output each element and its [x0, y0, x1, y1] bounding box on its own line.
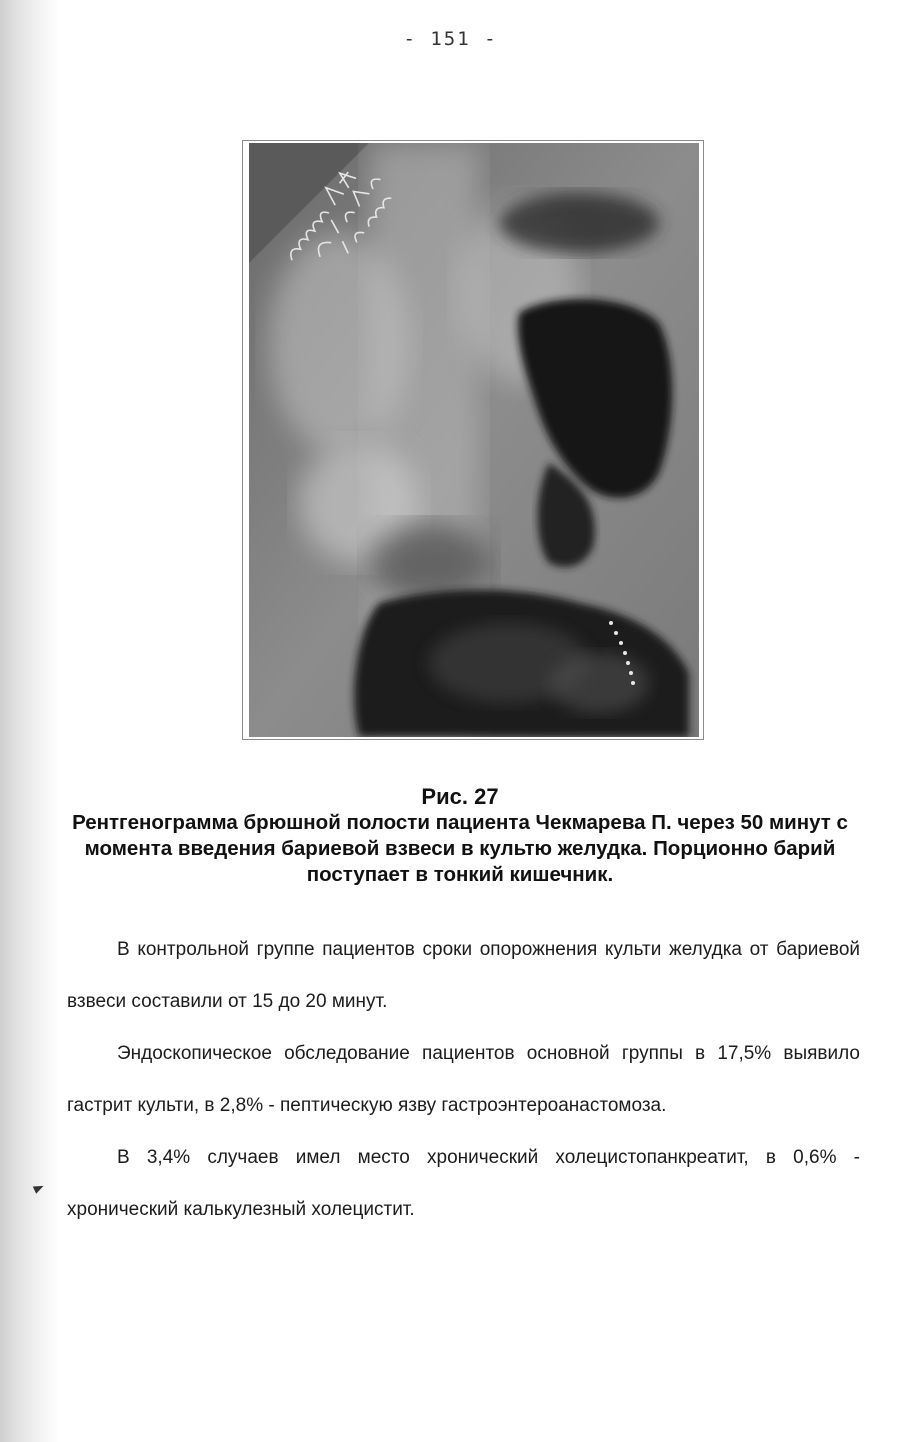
page-edge-shadow [0, 0, 60, 1442]
body-text [67, 924, 860, 1236]
paragraph-3: В 3,4% случаев имел место хронический холецистопанкреатит, в 0,6% - хронический калькулезный холецистит. [67, 1147, 860, 1220]
figure-label: Рис. 27 [421, 784, 499, 809]
page-number: - 151 - [403, 28, 498, 50]
paragraph-2: Эндоскопическое обследование пациентов основной группы в 17,5% выявило гастрит культи, в 2,8% - пептическую язву гастроэнтероанастомоза. [67, 1043, 860, 1116]
figure-caption-text: Рентгенограмма брюшной полости пациента Чекмарева П. через 50 минут с момента введения бариевой взвеси в культю желудка. Порционно барий поступает в тонкий кишечник. [72, 811, 848, 886]
paragraph-1: В контрольной группе пациентов сроки опорожнения культи желудка от бариевой взвеси составили от 15 до 20 минут. [67, 939, 860, 1012]
xray-radiograph-image [249, 143, 699, 737]
figure-caption [60, 784, 860, 888]
xray-figure [242, 140, 704, 740]
